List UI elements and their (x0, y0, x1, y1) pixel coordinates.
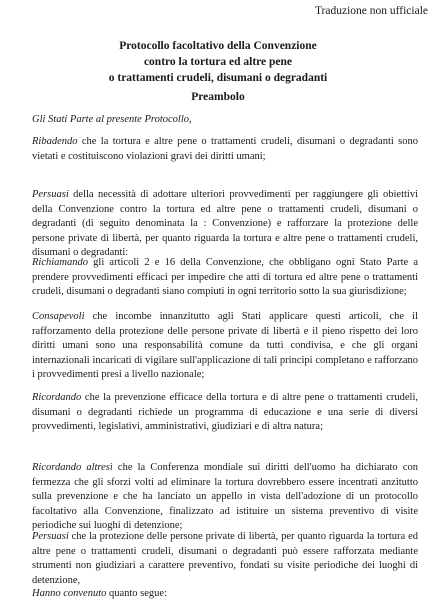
paragraph-ribadendo (32, 135, 418, 164)
paragraph-lead: Consapevoli (32, 311, 85, 322)
title-line-2: contro la tortura ed altre pene (143, 56, 293, 68)
paragraph-lead: Ribadendo (32, 136, 78, 147)
paragraph-text: che la Conferenza mondiale sui diritti dell'uomo ha dichiarato con fermezza che gli sforzi volti ad eliminare la tortura dovrebbero essere incentrati anzitutto sulla prevenzione e che ha lanciato un appello in vista dell'adozione di un protocollo facoltativo alla Convenzione, finalizzato ad istituire un sistema preventivo di visite periodiche sui luoghi di detenzione; (32, 462, 418, 531)
paragraph-text: che la protezione delle persone private di libertà, per quanto riguarda la tortura ed altre pene o trattamenti crudeli, disumani o degradanti può essere rafforzata mediante strumenti non giudiziari a carattere preventivo, fondati su visite periodiche dei luoghi di detenzione, (32, 531, 418, 586)
unofficial-translation-note: Traduzione non ufficiale (314, 5, 428, 17)
paragraph-text: che incombe innanzitutto agli Stati applicare questi articoli, che il rafforzamento della protezione delle persone private di libertà e il pieno rispetto dei loro diritti umani sono una responsabilità comune da tutti condivisa, e che gli organi internazionali incaricati di vigilare sull'applicazione di tali principi completano e rafforzano i provvedimenti presi a livello nazionale; (32, 311, 418, 380)
paragraph-lead: Ricordando (32, 392, 82, 403)
paragraph-persuasi-2 (32, 530, 418, 588)
paragraph-text: che la prevenzione efficace della tortura e di altre pene o trattamenti crudeli, disumani o degradanti richiede un programma di educazione e una serie di diversi provvedimenti, legislativi, amministrativi, giudiziari e di altra natura; (32, 392, 418, 432)
intro-line: Gli Stati Parte al presente Protocollo, (32, 114, 192, 125)
paragraph-lead: Persuasi (32, 189, 69, 200)
paragraph-lead: Persuasi (32, 531, 69, 542)
paragraph-lead: Ricordando altresì (32, 462, 113, 473)
paragraph-ricordando (32, 391, 418, 435)
preamble-heading: Preambolo (191, 91, 245, 103)
paragraph-text: gli articoli 2 e 16 della Convenzione, che obbligano ogni Stato Parte a prendere provvedimenti efficaci per impedire che atti di tortura ed altre pene o trattamenti crudeli, disumani o degradanti siano compiuti in ogni territorio sotto la sua giurisdizione; (32, 257, 418, 297)
paragraph-text: che la tortura e altre pene o trattamenti crudeli, disumani o degradanti sono vietati e costituiscono violazioni gravi dei diritti umani; (32, 136, 418, 162)
paragraph-persuasi-1 (32, 188, 418, 261)
paragraph-ricordando-altresi (32, 461, 418, 534)
paragraph-text: della necessità di adottare ulteriori provvedimenti per raggiungere gli obiettivi della Convenzione contro la tortura ed altre pene o trattamenti crudeli, disumani o degradanti (di seguito denominata la : Convenzione) e rafforzare la protezione delle persone private di libertà, per quanto riguarda la tortura e altre pene o trattamenti crudeli, disumani o degradanti: (32, 189, 418, 258)
title-line-1: Protocollo facoltativo della Convenzione (119, 40, 317, 52)
paragraph-richiamando (32, 256, 418, 300)
paragraph-lead: Richiamando (32, 257, 88, 268)
paragraph-hanno-convenuto (32, 587, 418, 602)
paragraph-text: quanto segue: (106, 588, 168, 599)
paragraph-lead: Hanno convenuto (32, 588, 107, 599)
paragraph-consapevoli (32, 310, 418, 383)
title-line-3: o trattamenti crudeli, disumani o degradanti (108, 72, 328, 84)
